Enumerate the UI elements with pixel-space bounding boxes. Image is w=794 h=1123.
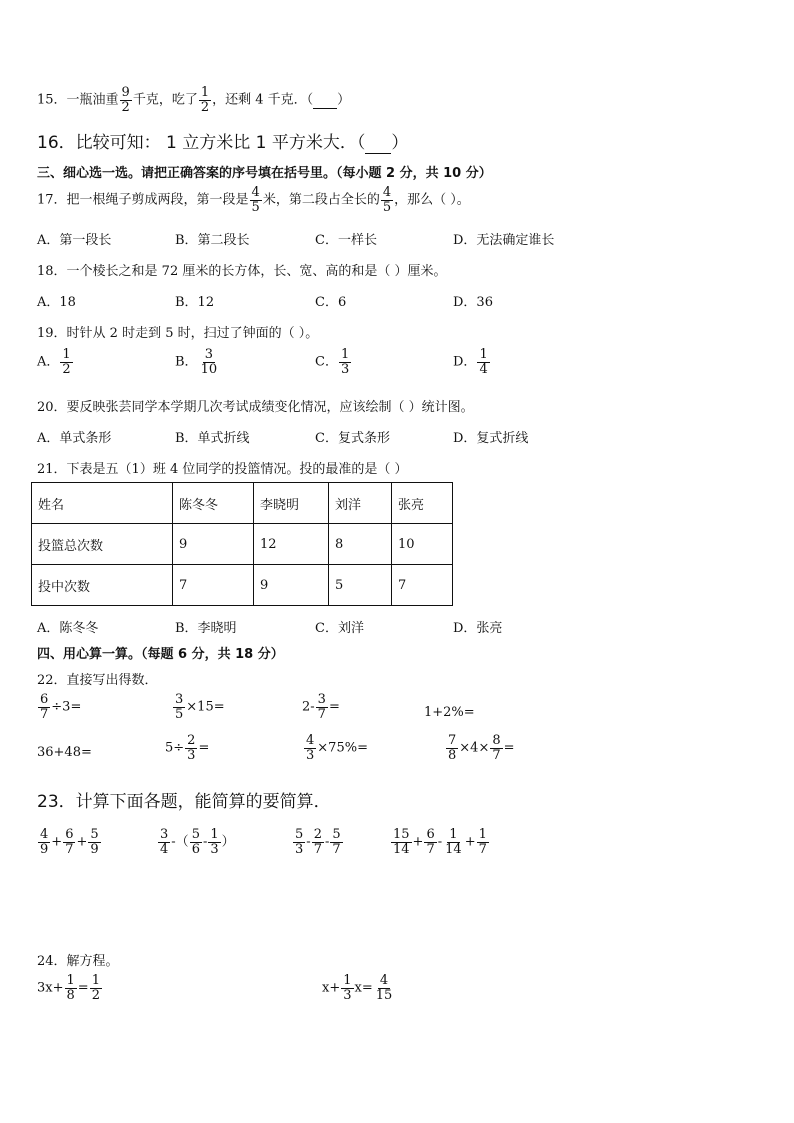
fraction: [208, 828, 220, 856]
denominator: 7: [65, 841, 74, 857]
numerator: 4: [382, 185, 392, 200]
fraction: [185, 734, 197, 762]
operator: -: [437, 834, 443, 850]
fraction: [316, 693, 328, 721]
fraction: [38, 693, 50, 721]
q22-expression-3: [302, 693, 340, 721]
numerator: 8: [492, 733, 501, 748]
table-cell: 李晓明: [254, 483, 329, 524]
fraction: [293, 828, 305, 856]
q22-expression-4: 1+2%=: [424, 705, 475, 720]
q15-text-mid: 千克，吃了: [132, 92, 198, 108]
q19-option-b[interactable]: [175, 348, 220, 376]
answer-blank[interactable]: [313, 93, 337, 109]
fraction: [63, 828, 75, 856]
q17-text-mid: 米，第二段占全长的: [262, 192, 380, 208]
denominator: 7: [332, 841, 341, 857]
numerator: 6: [426, 827, 435, 842]
denominator: 7: [426, 841, 435, 857]
denominator: 2: [121, 99, 130, 115]
q17-option-a[interactable]: A．第一段长: [37, 233, 112, 248]
q15-close-paren: ）: [337, 92, 351, 108]
option-fraction: [477, 348, 489, 376]
q20-option-d[interactable]: D．复式折线: [453, 431, 529, 446]
fraction: [330, 828, 342, 856]
section-3-heading: 三、细心选一选。请把正确答案的序号填在括号里。（每小题 2 分，共 10 分）: [37, 166, 492, 181]
expression-text: =: [328, 699, 340, 715]
numerator: 3: [317, 692, 326, 707]
operator: -（: [171, 834, 189, 850]
q22-expression-7: [303, 734, 368, 762]
option-letter: A．: [37, 354, 60, 370]
fraction: [477, 828, 489, 856]
q16-text: 16．比较可知： 1 立方米比 1 平方米大．（: [37, 133, 366, 153]
numerator: 5: [90, 827, 99, 842]
numerator: 6: [65, 827, 74, 842]
q15-fraction-2: [199, 86, 211, 114]
q15-text-start: 15．一瓶油重: [37, 92, 119, 108]
denominator: 3: [340, 361, 350, 377]
fraction: [158, 828, 170, 856]
q23-title: 23．计算下面各题，能简算的要简算．: [37, 792, 331, 812]
denominator: 7: [478, 841, 487, 857]
numerator: 1: [478, 827, 487, 842]
numerator: 4: [306, 733, 315, 748]
denominator: 3: [187, 747, 196, 763]
denominator: 7: [492, 747, 501, 763]
question-21: 21．下表是五（1）班 4 位同学的投篮情况。投的最准的是（ ）: [37, 462, 408, 477]
q18-option-a[interactable]: A．18: [37, 295, 76, 310]
table-cell: 投中次数: [32, 565, 173, 606]
fraction: [490, 734, 502, 762]
numerator: 1: [200, 85, 210, 100]
operator: +: [464, 834, 476, 850]
table-cell: 刘洋: [329, 483, 392, 524]
fraction: [304, 734, 316, 762]
table-cell: 8: [329, 524, 392, 565]
question-16: [37, 128, 408, 154]
fraction: [90, 974, 102, 1002]
q22-expression-6: [165, 734, 209, 762]
q18-option-b[interactable]: B．12: [175, 295, 215, 310]
fraction: [341, 974, 353, 1002]
denominator: 4: [160, 841, 169, 857]
operator: -: [324, 834, 330, 850]
fraction: [312, 828, 324, 856]
denominator: 9: [90, 841, 99, 857]
operator: +: [412, 834, 424, 850]
q18-option-c[interactable]: C．6: [315, 295, 347, 310]
operator: =: [77, 980, 89, 996]
q21-option-b[interactable]: B．李晓明: [175, 621, 237, 636]
q23-expression-4: [390, 828, 490, 856]
question-18: 18．一个棱长之和是 72 厘米的长方体，长、宽、高的和是（ ）厘米。: [37, 264, 447, 279]
denominator: 8: [66, 987, 75, 1003]
numerator: 15: [393, 827, 410, 842]
numerator: 1: [91, 973, 100, 988]
q19-option-c[interactable]: [315, 348, 352, 376]
denominator: 5: [382, 199, 392, 215]
denominator: 3: [210, 841, 219, 857]
expression-text: =: [198, 740, 210, 756]
table-row: [32, 565, 453, 606]
expression-text: =: [503, 740, 515, 756]
expression-text: ×75%=: [317, 740, 368, 756]
q18-option-d[interactable]: D．36: [453, 295, 493, 310]
q22-expression-2: [172, 693, 225, 721]
table-cell: 9: [254, 565, 329, 606]
table-row: [32, 524, 453, 565]
q23-expression-1: [37, 828, 102, 856]
q24-equation-1: [37, 974, 103, 1002]
numerator: 3: [175, 692, 184, 707]
q22-expression-1: [37, 693, 81, 721]
table-cell: 姓名: [32, 483, 173, 524]
q21-option-d[interactable]: D．张亮: [453, 621, 503, 636]
q17-option-c[interactable]: C．一样长: [315, 233, 377, 248]
question-20: 20．要反映张芸同学本学期几次考试成绩变化情况，应该绘制（ ）统计图。: [37, 400, 474, 415]
q22-expression-8: [445, 734, 515, 762]
numerator: 5: [332, 827, 341, 842]
fraction: [391, 828, 412, 856]
denominator: 6: [191, 841, 200, 857]
fraction: [88, 828, 100, 856]
q24-title: 24．解方程。: [37, 954, 119, 969]
expression-text: 2-: [302, 699, 315, 715]
fraction: [173, 693, 185, 721]
q21-option-c[interactable]: C．刘洋: [315, 621, 364, 636]
table-cell: 5: [329, 565, 392, 606]
numerator: 3: [160, 827, 169, 842]
table-cell: 张亮: [392, 483, 453, 524]
option-fraction: [60, 348, 72, 376]
q19-option-d[interactable]: [453, 348, 491, 376]
option-letter: D．: [453, 354, 477, 370]
fraction: [446, 734, 458, 762]
denominator: 2: [62, 361, 71, 377]
fraction: [443, 828, 464, 856]
numerator: 4: [379, 973, 389, 988]
denominator: 3: [306, 747, 315, 763]
option-fraction: [199, 348, 220, 376]
numerator: 1: [479, 347, 488, 362]
q20-option-b[interactable]: B．单式折线: [175, 431, 250, 446]
expression-text: ÷3=: [51, 699, 82, 715]
q16-close-paren: ）: [391, 133, 409, 153]
operator: -: [306, 834, 311, 850]
fraction: [374, 974, 395, 1002]
table-cell: 投篮总次数: [32, 524, 173, 565]
operator: -: [202, 834, 208, 850]
question-19: 19．时针从 2 时走到 5 时，扫过了钟面的（ ）。: [37, 326, 319, 341]
table-cell: 7: [173, 565, 254, 606]
denominator: 14: [393, 841, 410, 857]
q15-text-end: ，还剩 4 千克．（: [212, 92, 314, 108]
option-letter: C．: [315, 354, 338, 370]
q15-fraction-1: [120, 86, 132, 114]
expression-text: x=: [354, 980, 373, 996]
numerator: 9: [121, 85, 130, 100]
numerator: 1: [449, 827, 458, 842]
option-fraction: [339, 348, 351, 376]
numerator: 5: [295, 827, 304, 842]
question-15: [37, 86, 350, 114]
q22-expression-5: 36+48=: [37, 745, 92, 760]
denominator: 3: [343, 987, 352, 1003]
option-letter: B．: [175, 354, 198, 370]
expression-text: 3x+: [37, 980, 64, 996]
numerator: 6: [40, 692, 49, 707]
expression-text: ×4×: [459, 740, 490, 756]
numerator: 4: [40, 827, 49, 842]
numerator: 1: [343, 973, 352, 988]
q21-option-a[interactable]: A．陈冬冬: [37, 621, 99, 636]
expression-text: x+: [322, 980, 341, 996]
denominator: 15: [375, 987, 393, 1003]
table-cell: 10: [392, 524, 453, 565]
q22-title: 22．直接写出得数．: [37, 673, 158, 688]
q23-expression-3: [292, 828, 344, 856]
operator: ）: [221, 834, 235, 850]
operator: +: [51, 834, 63, 850]
denominator: 2: [200, 99, 210, 115]
answer-blank[interactable]: [365, 133, 391, 154]
denominator: 7: [40, 706, 49, 722]
fraction: [190, 828, 202, 856]
numerator: 1: [340, 347, 350, 362]
denominator: 7: [313, 841, 322, 857]
q23-expression-2: [157, 828, 235, 856]
question-17: [37, 186, 470, 214]
denominator: 14: [445, 841, 462, 857]
table-cell: 12: [254, 524, 329, 565]
numerator: 7: [448, 733, 457, 748]
table-header-row: [32, 483, 453, 524]
table-cell: 陈冬冬: [173, 483, 254, 524]
denominator: 8: [448, 747, 457, 763]
fraction: [38, 828, 50, 856]
q17-text-end: ，那么（ ）。: [394, 192, 470, 208]
q17-option-d[interactable]: D．无法确定谁长: [453, 233, 555, 248]
expression-text: 5÷: [165, 740, 185, 756]
numerator: 1: [62, 347, 71, 362]
q17-fraction-2: [381, 186, 393, 214]
q20-option-a[interactable]: A．单式条形: [37, 431, 112, 446]
table-cell: 9: [173, 524, 254, 565]
denominator: 5: [175, 706, 184, 722]
q20-option-c[interactable]: C．复式条形: [315, 431, 390, 446]
denominator: 10: [200, 361, 218, 377]
q17-option-b[interactable]: B．第二段长: [175, 233, 250, 248]
denominator: 7: [317, 706, 326, 722]
denominator: 3: [295, 841, 304, 857]
numerator: 2: [313, 827, 322, 842]
q17-fraction-1: [250, 186, 262, 214]
numerator: 2: [187, 733, 196, 748]
table-cell: 7: [392, 565, 453, 606]
numerator: 5: [191, 827, 200, 842]
denominator: 4: [479, 361, 488, 377]
denominator: 9: [40, 841, 49, 857]
fraction: [424, 828, 436, 856]
numerator: 1: [210, 827, 219, 842]
fraction: [65, 974, 77, 1002]
denominator: 5: [251, 199, 260, 215]
numerator: 3: [204, 347, 213, 362]
numerator: 4: [251, 185, 260, 200]
section-4-heading: 四、用心算一算。（每题 6 分，共 18 分）: [37, 647, 284, 662]
numerator: 1: [66, 973, 75, 988]
denominator: 2: [91, 987, 100, 1003]
expression-text: ×15=: [186, 699, 225, 715]
q17-text-start: 17．把一根绳子剪成两段，第一段是: [37, 192, 249, 208]
q19-option-a[interactable]: [37, 348, 74, 376]
operator: +: [76, 834, 88, 850]
q24-equation-2: [322, 974, 395, 1002]
basketball-table: [31, 482, 453, 606]
